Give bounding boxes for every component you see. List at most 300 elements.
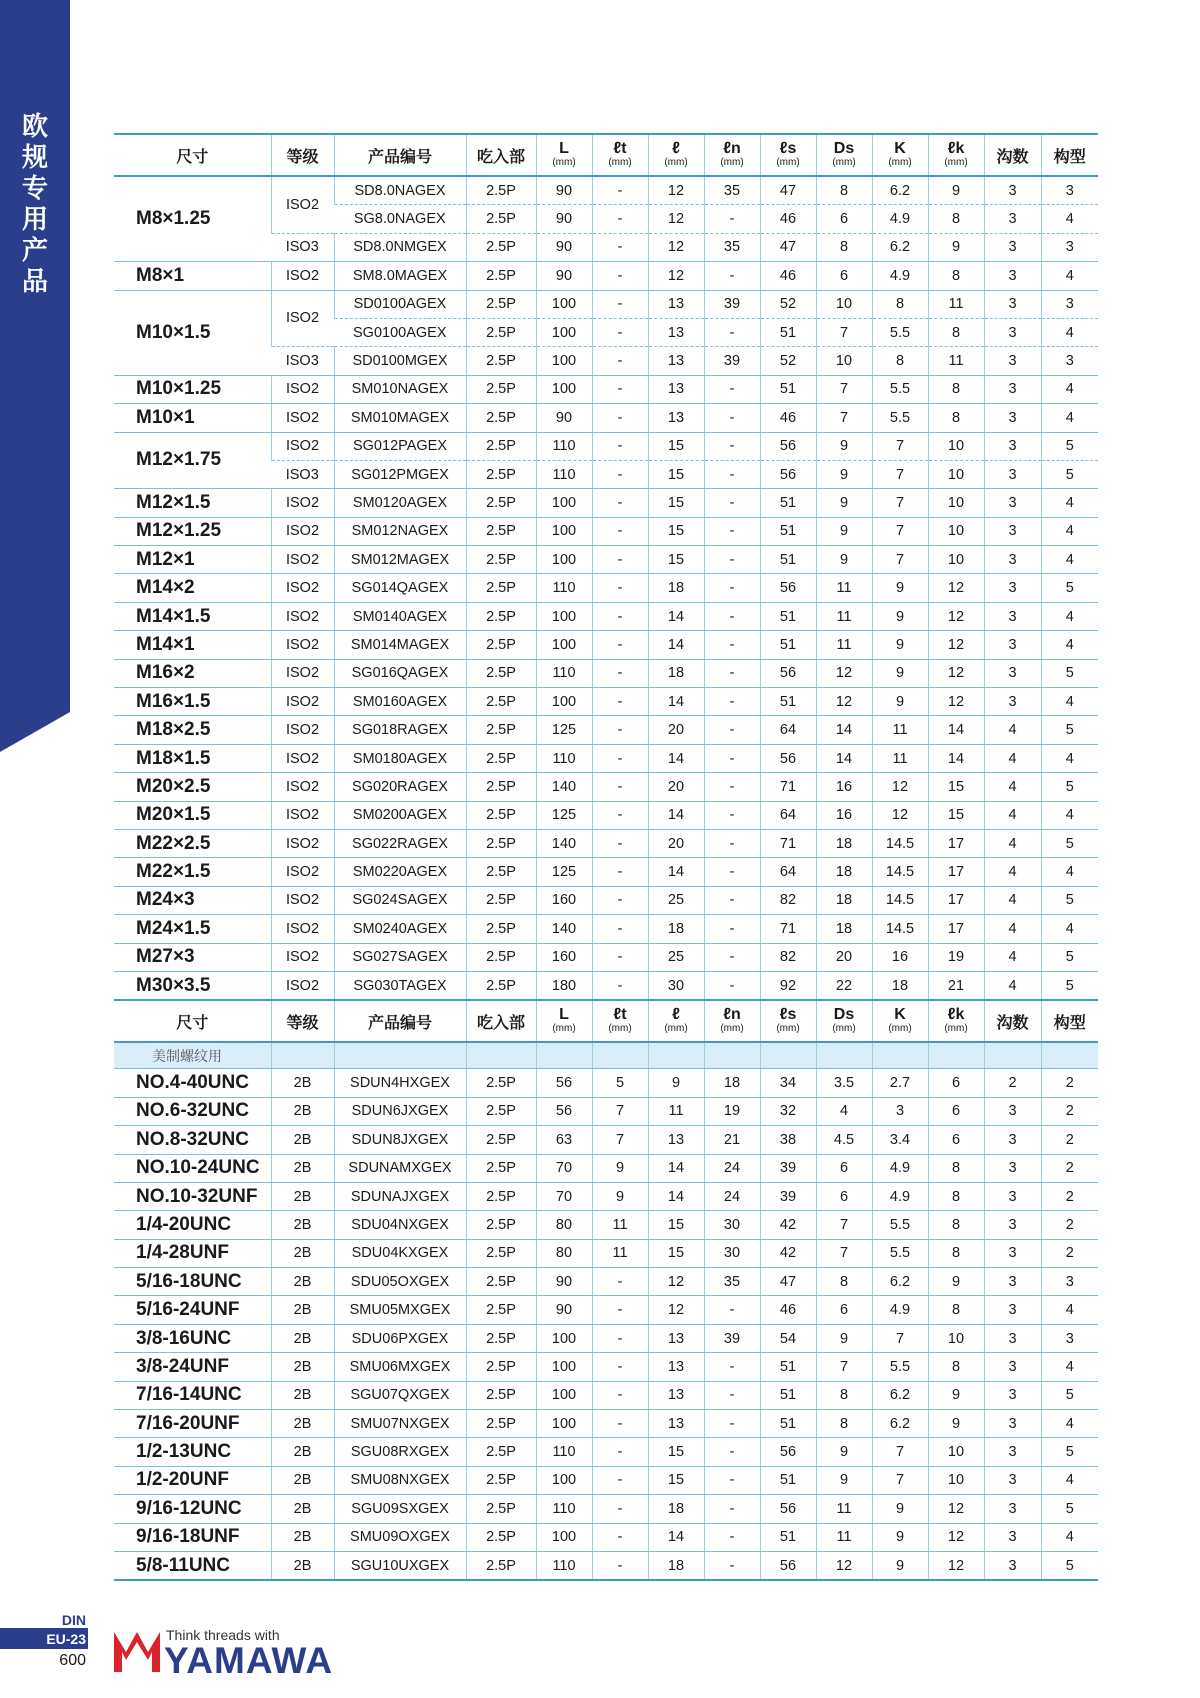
ln-cell: 30 <box>704 1239 760 1267</box>
header-Ds <box>816 134 872 176</box>
lt-cell: 11 <box>592 1239 648 1267</box>
header-lk <box>928 134 984 176</box>
Ds-cell: 9 <box>816 517 872 545</box>
L-cell: 100 <box>536 517 592 545</box>
l-cell: 14 <box>648 631 704 659</box>
ln-cell: - <box>704 1381 760 1409</box>
code-cell: SM010NAGEX <box>334 375 466 403</box>
code-cell: SMU09OXGEX <box>334 1523 466 1551</box>
section-filler <box>1041 1042 1098 1069</box>
l-cell: 15 <box>648 489 704 517</box>
lk-cell: 8 <box>928 1211 984 1239</box>
chamfer-cell: 2.5P <box>466 1154 536 1182</box>
lt-cell: - <box>592 262 648 290</box>
Ds-cell: 14 <box>816 744 872 772</box>
table-row <box>114 404 1098 432</box>
l-cell: 13 <box>648 347 704 375</box>
size-cell: 3/8-16UNC <box>114 1324 271 1352</box>
Ds-cell: 8 <box>816 1410 872 1438</box>
ls-cell: 51 <box>760 1410 816 1438</box>
grade-cell: 2B <box>271 1523 334 1551</box>
l-cell: 20 <box>648 773 704 801</box>
grade-cell: 2B <box>271 1551 334 1580</box>
type-cell: 2 <box>1041 1154 1098 1182</box>
grade-cell: ISO2 <box>271 574 334 602</box>
chamfer-cell: 2.5P <box>466 574 536 602</box>
ln-cell: - <box>704 1523 760 1551</box>
flutes-cell: 2 <box>984 1069 1041 1097</box>
header-code: 产品编号 <box>334 134 466 176</box>
page-number: 600 <box>59 1652 86 1669</box>
table-row <box>114 1551 1098 1580</box>
Ds-cell: 16 <box>816 801 872 829</box>
Ds-cell: 16 <box>816 773 872 801</box>
lt-cell: - <box>592 1268 648 1296</box>
size-cell: M10×1.25 <box>114 375 271 403</box>
Ds-cell: 11 <box>816 602 872 630</box>
grade-cell: 2B <box>271 1381 334 1409</box>
lt-cell: - <box>592 1381 648 1409</box>
ls-cell: 56 <box>760 574 816 602</box>
ln-cell: 24 <box>704 1182 760 1210</box>
header-lt <box>592 1000 648 1042</box>
K-cell: 11 <box>872 716 928 744</box>
header-type: 构型 <box>1041 1000 1098 1042</box>
ls-cell: 51 <box>760 517 816 545</box>
table-row <box>114 801 1098 829</box>
spec-table-container <box>114 133 1098 1581</box>
lk-cell: 9 <box>928 233 984 261</box>
flutes-cell: 3 <box>984 574 1041 602</box>
grade-cell: ISO2 <box>271 602 334 630</box>
Ds-cell: 7 <box>816 318 872 346</box>
lt-cell: - <box>592 716 648 744</box>
ln-cell: - <box>704 262 760 290</box>
grade-cell: 2B <box>271 1069 334 1097</box>
type-cell: 5 <box>1041 659 1098 687</box>
lk-cell: 8 <box>928 1154 984 1182</box>
type-cell: 3 <box>1041 1324 1098 1352</box>
l-cell: 14 <box>648 1154 704 1182</box>
ln-cell: 21 <box>704 1126 760 1154</box>
section-filler <box>592 1042 648 1069</box>
chamfer-cell: 2.5P <box>466 1353 536 1381</box>
ln-cell: - <box>704 1495 760 1523</box>
type-cell: 2 <box>1041 1211 1098 1239</box>
l-cell: 18 <box>648 1551 704 1580</box>
K-cell: 9 <box>872 631 928 659</box>
code-cell: SDUNAMXGEX <box>334 1154 466 1182</box>
ls-cell: 47 <box>760 1268 816 1296</box>
type-cell: 2 <box>1041 1097 1098 1125</box>
lk-cell: 12 <box>928 659 984 687</box>
code-cell: SDUN4HXGEX <box>334 1069 466 1097</box>
ls-cell: 51 <box>760 688 816 716</box>
ls-cell: 56 <box>760 432 816 460</box>
code-cell: SDU04NXGEX <box>334 1211 466 1239</box>
L-cell: 90 <box>536 1268 592 1296</box>
l-cell: 25 <box>648 943 704 971</box>
flutes-cell: 3 <box>984 659 1041 687</box>
header-symbol: ℓk <box>947 140 965 157</box>
type-cell: 4 <box>1041 688 1098 716</box>
chamfer-cell: 2.5P <box>466 631 536 659</box>
size-cell: M14×1 <box>114 631 271 659</box>
L-cell: 100 <box>536 546 592 574</box>
l-cell: 13 <box>648 1353 704 1381</box>
badge-din: DIN <box>0 1612 88 1629</box>
header-symbol: ℓn <box>723 1006 741 1024</box>
l-cell: 14 <box>648 602 704 630</box>
grade-cell: ISO2 <box>271 716 334 744</box>
chamfer-cell: 2.5P <box>466 205 536 233</box>
lk-cell: 8 <box>928 1182 984 1210</box>
K-cell: 6.2 <box>872 1268 928 1296</box>
header-unit: (mm) <box>888 1023 912 1035</box>
size-cell: 1/2-13UNC <box>114 1438 271 1466</box>
flutes-cell: 3 <box>984 1495 1041 1523</box>
K-cell: 4.9 <box>872 1182 928 1210</box>
l-cell: 12 <box>648 1268 704 1296</box>
lt-cell: - <box>592 1324 648 1352</box>
ls-cell: 71 <box>760 773 816 801</box>
brand-name: YAMAWA <box>164 1640 334 1681</box>
l-cell: 30 <box>648 971 704 1000</box>
section-filler <box>704 1042 760 1069</box>
code-cell: SD8.0NMGEX <box>334 233 466 261</box>
ls-cell: 51 <box>760 546 816 574</box>
table-row <box>114 1239 1098 1267</box>
type-cell: 5 <box>1041 829 1098 857</box>
L-cell: 110 <box>536 744 592 772</box>
sidebar-banner <box>0 0 70 752</box>
table-row <box>114 1296 1098 1324</box>
lt-cell: - <box>592 375 648 403</box>
size-cell: M18×1.5 <box>114 744 271 772</box>
size-cell: NO.8-32UNC <box>114 1126 271 1154</box>
size-cell: M12×1.75 <box>114 432 271 489</box>
l-cell: 14 <box>648 688 704 716</box>
L-cell: 100 <box>536 489 592 517</box>
ln-cell: - <box>704 659 760 687</box>
ls-cell: 56 <box>760 1495 816 1523</box>
code-cell: SM0240AGEX <box>334 915 466 943</box>
type-cell: 3 <box>1041 347 1098 375</box>
table-row <box>114 829 1098 857</box>
lt-cell: - <box>592 915 648 943</box>
lt-cell: - <box>592 1551 648 1580</box>
badge-section: EU-23 <box>0 1629 88 1649</box>
size-cell: M20×1.5 <box>114 801 271 829</box>
l-cell: 12 <box>648 233 704 261</box>
code-cell: SM0120AGEX <box>334 489 466 517</box>
grade-cell: 2B <box>271 1296 334 1324</box>
table-row <box>114 1154 1098 1182</box>
flutes-cell: 3 <box>984 233 1041 261</box>
L-cell: 100 <box>536 1466 592 1494</box>
L-cell: 70 <box>536 1182 592 1210</box>
l-cell: 18 <box>648 915 704 943</box>
lk-cell: 15 <box>928 801 984 829</box>
L-cell: 90 <box>536 176 592 205</box>
l-cell: 13 <box>648 1381 704 1409</box>
flutes-cell: 3 <box>984 517 1041 545</box>
Ds-cell: 7 <box>816 375 872 403</box>
L-cell: 70 <box>536 1154 592 1182</box>
table-row <box>114 1410 1098 1438</box>
header-l <box>648 134 704 176</box>
code-cell: SDU04KXGEX <box>334 1239 466 1267</box>
grade-cell: ISO2 <box>271 517 334 545</box>
lt-cell: - <box>592 971 648 1000</box>
Ds-cell: 12 <box>816 688 872 716</box>
code-cell: SM0180AGEX <box>334 744 466 772</box>
grade-cell: 2B <box>271 1211 334 1239</box>
grade-cell: 2B <box>271 1126 334 1154</box>
chamfer-cell: 2.5P <box>466 1551 536 1580</box>
type-cell: 5 <box>1041 1495 1098 1523</box>
header-type: 构型 <box>1041 134 1098 176</box>
l-cell: 13 <box>648 290 704 318</box>
code-cell: SM0220AGEX <box>334 858 466 886</box>
lk-cell: 9 <box>928 176 984 205</box>
lk-cell: 8 <box>928 1296 984 1324</box>
header-symbol: K <box>894 1006 906 1024</box>
type-cell: 2 <box>1041 1239 1098 1267</box>
ln-cell: - <box>704 517 760 545</box>
type-cell: 4 <box>1041 1353 1098 1381</box>
Ds-cell: 9 <box>816 1438 872 1466</box>
header-symbol: Ds <box>833 1006 855 1024</box>
L-cell: 90 <box>536 1296 592 1324</box>
flutes-cell: 3 <box>984 290 1041 318</box>
ls-cell: 39 <box>760 1182 816 1210</box>
code-cell: SD0100MGEX <box>334 347 466 375</box>
ls-cell: 51 <box>760 1466 816 1494</box>
lk-cell: 19 <box>928 943 984 971</box>
L-cell: 100 <box>536 631 592 659</box>
flutes-cell: 4 <box>984 858 1041 886</box>
table-row <box>114 1211 1098 1239</box>
code-cell: SG0100AGEX <box>334 318 466 346</box>
L-cell: 90 <box>536 404 592 432</box>
table-row <box>114 574 1098 602</box>
l-cell: 15 <box>648 546 704 574</box>
table-row <box>114 290 1098 318</box>
l-cell: 18 <box>648 574 704 602</box>
K-cell: 9 <box>872 1551 928 1580</box>
lk-cell: 14 <box>928 716 984 744</box>
L-cell: 100 <box>536 1324 592 1352</box>
ln-cell: - <box>704 829 760 857</box>
lt-cell: - <box>592 574 648 602</box>
grade-cell: 2B <box>271 1410 334 1438</box>
type-cell: 4 <box>1041 631 1098 659</box>
code-cell: SM012NAGEX <box>334 517 466 545</box>
chamfer-cell: 2.5P <box>466 375 536 403</box>
lk-cell: 6 <box>928 1069 984 1097</box>
Ds-cell: 4.5 <box>816 1126 872 1154</box>
K-cell: 9 <box>872 659 928 687</box>
lt-cell: - <box>592 489 648 517</box>
grade-cell: 2B <box>271 1353 334 1381</box>
lk-cell: 10 <box>928 1438 984 1466</box>
K-cell: 7 <box>872 517 928 545</box>
L-cell: 110 <box>536 659 592 687</box>
chamfer-cell: 2.5P <box>466 1182 536 1210</box>
table-row <box>114 943 1098 971</box>
Ds-cell: 6 <box>816 1154 872 1182</box>
type-cell: 4 <box>1041 205 1098 233</box>
table-row <box>114 773 1098 801</box>
chamfer-cell: 2.5P <box>466 1296 536 1324</box>
Ds-cell: 18 <box>816 915 872 943</box>
lk-cell: 8 <box>928 318 984 346</box>
K-cell: 7 <box>872 1324 928 1352</box>
K-cell: 5.5 <box>872 1353 928 1381</box>
Ds-cell: 9 <box>816 546 872 574</box>
lk-cell: 14 <box>928 744 984 772</box>
L-cell: 110 <box>536 1438 592 1466</box>
l-cell: 15 <box>648 517 704 545</box>
lt-cell: - <box>592 432 648 460</box>
flutes-cell: 3 <box>984 1324 1041 1352</box>
Ds-cell: 18 <box>816 858 872 886</box>
ls-cell: 56 <box>760 744 816 772</box>
code-cell: SDU06PXGEX <box>334 1324 466 1352</box>
chamfer-cell: 2.5P <box>466 1268 536 1296</box>
header-lt <box>592 134 648 176</box>
flutes-cell: 3 <box>984 347 1041 375</box>
l-cell: 15 <box>648 460 704 488</box>
grade-cell: ISO2 <box>271 801 334 829</box>
l-cell: 9 <box>648 1069 704 1097</box>
Ds-cell: 12 <box>816 1551 872 1580</box>
header-unit: (mm) <box>888 157 912 168</box>
table-row <box>114 375 1098 403</box>
table-row <box>114 489 1098 517</box>
chamfer-cell: 2.5P <box>466 1324 536 1352</box>
grade-cell: 2B <box>271 1182 334 1210</box>
lk-cell: 10 <box>928 546 984 574</box>
Ds-cell: 10 <box>816 347 872 375</box>
code-cell: SGU09SXGEX <box>334 1495 466 1523</box>
K-cell: 5.5 <box>872 1211 928 1239</box>
size-cell: M22×2.5 <box>114 829 271 857</box>
type-cell: 4 <box>1041 318 1098 346</box>
code-cell: SG018RAGEX <box>334 716 466 744</box>
flutes-cell: 3 <box>984 1154 1041 1182</box>
code-cell: SGU10UXGEX <box>334 1551 466 1580</box>
type-cell: 3 <box>1041 1268 1098 1296</box>
header-grade: 等级 <box>271 1000 334 1042</box>
ln-cell: - <box>704 1466 760 1494</box>
size-cell: 1/2-20UNF <box>114 1466 271 1494</box>
code-cell: SG027SAGEX <box>334 943 466 971</box>
K-cell: 9 <box>872 602 928 630</box>
type-cell: 5 <box>1041 432 1098 460</box>
ls-cell: 64 <box>760 801 816 829</box>
ls-cell: 56 <box>760 1438 816 1466</box>
Ds-cell: 9 <box>816 460 872 488</box>
size-cell: 9/16-12UNC <box>114 1495 271 1523</box>
lt-cell: - <box>592 546 648 574</box>
size-cell: M24×1.5 <box>114 915 271 943</box>
header-symbol: ℓ <box>672 140 680 157</box>
flutes-cell: 3 <box>984 205 1041 233</box>
header-ln <box>704 134 760 176</box>
table-header-row <box>114 1000 1098 1042</box>
grade-cell: ISO2 <box>271 631 334 659</box>
grade-cell: ISO2 <box>271 886 334 914</box>
chamfer-cell: 2.5P <box>466 744 536 772</box>
size-cell: M8×1 <box>114 262 271 290</box>
ln-cell: - <box>704 943 760 971</box>
type-cell: 3 <box>1041 233 1098 261</box>
K-cell: 3.4 <box>872 1126 928 1154</box>
lt-cell: - <box>592 1466 648 1494</box>
flutes-cell: 3 <box>984 1097 1041 1125</box>
ln-cell: - <box>704 1353 760 1381</box>
header-symbol: ℓs <box>779 140 797 157</box>
header-unit: (mm) <box>776 157 800 168</box>
flutes-cell: 3 <box>984 1438 1041 1466</box>
header-unit: (mm) <box>608 1023 632 1035</box>
header-unit: (mm) <box>776 1023 800 1035</box>
chamfer-cell: 2.5P <box>466 318 536 346</box>
header-L <box>536 1000 592 1042</box>
ls-cell: 46 <box>760 205 816 233</box>
L-cell: 100 <box>536 347 592 375</box>
section-filler <box>816 1042 872 1069</box>
Ds-cell: 7 <box>816 1239 872 1267</box>
header-unit: (mm) <box>552 1023 576 1035</box>
ls-cell: 32 <box>760 1097 816 1125</box>
L-cell: 56 <box>536 1069 592 1097</box>
code-cell: SG012PAGEX <box>334 432 466 460</box>
lt-cell: - <box>592 404 648 432</box>
type-cell: 5 <box>1041 773 1098 801</box>
grade-cell: ISO2 <box>271 404 334 432</box>
Ds-cell: 6 <box>816 1182 872 1210</box>
L-cell: 140 <box>536 915 592 943</box>
type-cell: 4 <box>1041 1410 1098 1438</box>
lk-cell: 10 <box>928 1324 984 1352</box>
ln-cell: 39 <box>704 290 760 318</box>
L-cell: 160 <box>536 886 592 914</box>
flutes-cell: 4 <box>984 915 1041 943</box>
lk-cell: 12 <box>928 574 984 602</box>
header-size: 尺寸 <box>114 1000 271 1042</box>
ln-cell: 35 <box>704 1268 760 1296</box>
Ds-cell: 7 <box>816 1353 872 1381</box>
lk-cell: 8 <box>928 205 984 233</box>
lt-cell: - <box>592 801 648 829</box>
ls-cell: 46 <box>760 404 816 432</box>
flutes-cell: 3 <box>984 489 1041 517</box>
chamfer-cell: 2.5P <box>466 602 536 630</box>
ls-cell: 51 <box>760 631 816 659</box>
chamfer-cell: 2.5P <box>466 1523 536 1551</box>
code-cell: SG016QAGEX <box>334 659 466 687</box>
size-cell: M18×2.5 <box>114 716 271 744</box>
header-lk <box>928 1000 984 1042</box>
type-cell: 4 <box>1041 915 1098 943</box>
header-symbol: ℓk <box>947 1006 965 1024</box>
Ds-cell: 6 <box>816 205 872 233</box>
flutes-cell: 3 <box>984 1353 1041 1381</box>
size-cell: NO.6-32UNC <box>114 1097 271 1125</box>
